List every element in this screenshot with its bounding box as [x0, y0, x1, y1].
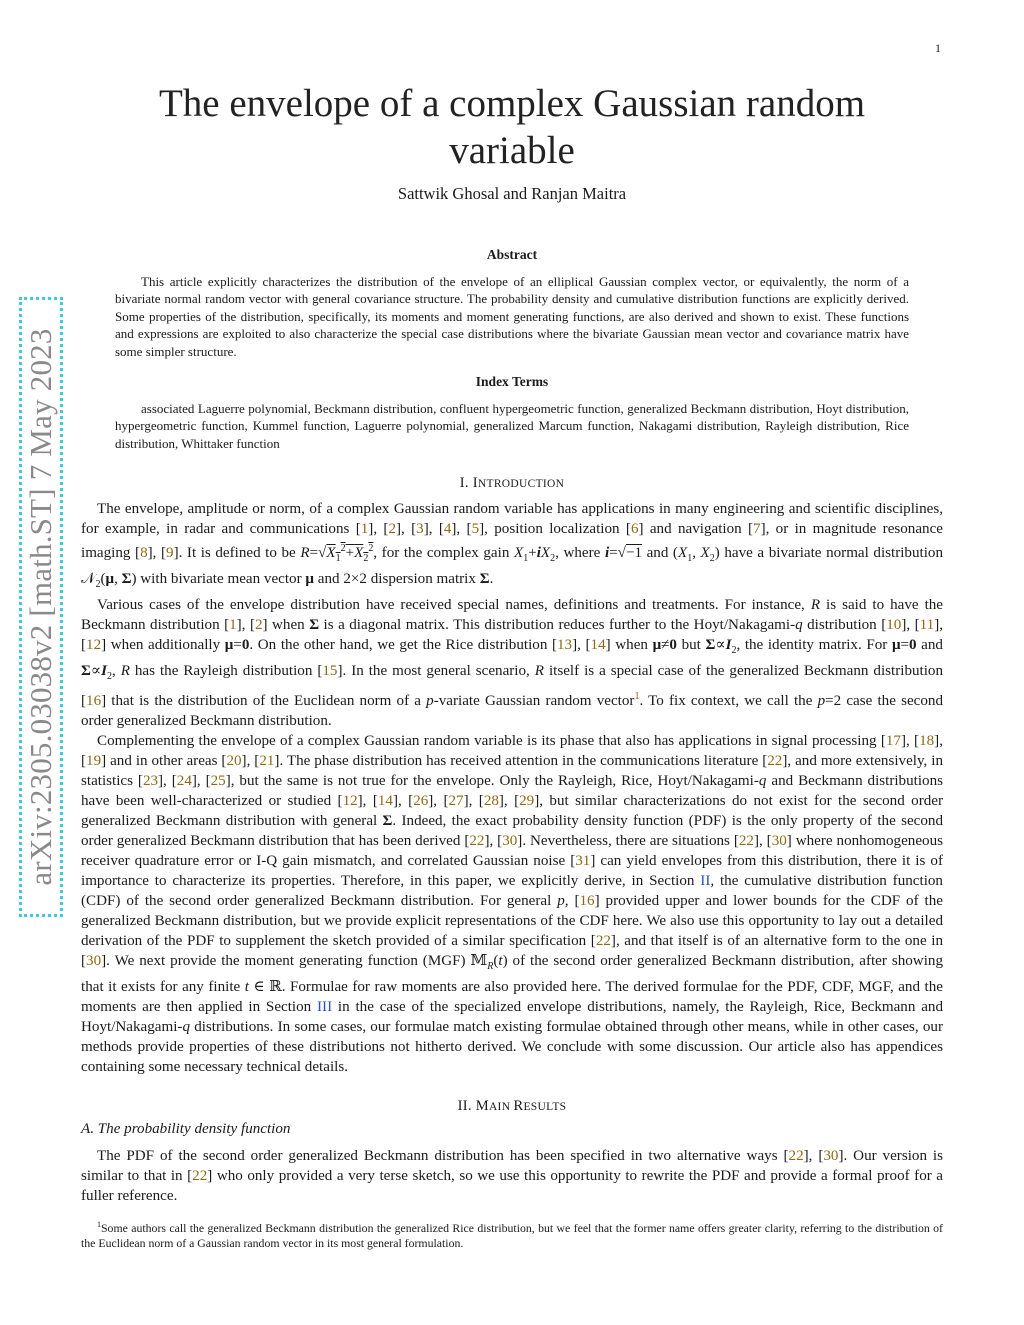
ref-link[interactable]: 12 — [342, 793, 358, 810]
ref-link[interactable]: 15 — [322, 663, 338, 680]
ref-link[interactable]: 22 — [788, 1148, 804, 1164]
ref-link[interactable]: 1 — [229, 617, 237, 634]
ref-link[interactable]: 29 — [519, 793, 535, 810]
footnote-mark: 1 — [97, 1220, 101, 1229]
ref-link[interactable]: 30 — [823, 1148, 839, 1164]
intro-paragraph-1: The envelope, amplitude or norm, of a complex Gaussian random variable has applications in many engineering and scientific disciplines, for example, in radar and communications [1], [2], [3], [4], [5], position localization [6] and navigation [7], or in magnitude resonance imaging [8], [9]. It is defined to be $R=√X_1^2+X_2^2$, for the complex gain $X_1+iX_2$, where i=√−1 and ($X_1$, $X_2$) have a bivariate normal distribution 𝒩$_2$(μ, Σ) with bivariate mean vector μ and 2×2 dispersion matrix Σ. — [81, 501, 944, 591]
ref-link[interactable]: 22 — [595, 933, 611, 950]
ref-link[interactable]: 26 — [413, 793, 429, 810]
paper-title: The envelope of a complex Gaussian random variable — [158, 82, 866, 172]
section-link[interactable]: III — [317, 999, 333, 1016]
index-terms-text: associated Laguerre polynomial, Beckmann distribution, confluent hypergeometric function, generalized Beckmann distribution, Hoyt distribution, hypergeometric function, Kummel function, Laguerre polynomial, generalized Marcum function, Nakagami distribution, Rayleigh distribution, Rice distribution, Whittaker function — [115, 401, 909, 451]
subsection-heading-pdf: A. The probability density function — [81, 1121, 291, 1137]
ref-link[interactable]: 4 — [443, 521, 452, 537]
ref-link[interactable]: 9 — [166, 545, 174, 562]
main-results-body — [81, 1146, 943, 1206]
paper-authors: Sattwik Ghosal and Ranjan Maitra — [397, 184, 627, 203]
ref-link[interactable]: 10 — [886, 617, 902, 634]
ref-link[interactable]: 18 — [919, 733, 935, 750]
intro-paragraph-3: Complementing the envelope of a complex Gaussian random variable is its phase that also has applications in signal processing [17], [18], [19] and in other areas [20], [21]. The phase distribution has received attention in the communications literature [22], and more extensively, in statistics [23], [24], [25], but the same is not true for the envelope. Only the Rayleigh, Rice, Hoyt/Nakagami-q and Beckmann distributions have been well-characterized or studied [12], [14], [26], [27], [28], [29], but similar characterizations do not exist for the second order generalized Beckmann distribution with general Σ. Indeed, the exact probability density function (PDF) is the only property of the second order generalized Beckmann distribution that has been derived [22], [30]. Nevertheless, there are situations [22], [30] where nonhomogeneous receiver quadrature error or I-Q gain mismatch, and correlated Gaussian noise [31] can yield envelopes from this distribution, there it is of importance to characterize its properties. Therefore, in this paper, we explicitly derive, in Section II, the cumulative distribution function (CDF) of the second order generalized Beckmann distribution. For general p, [16] provided upper and lower bounds for the CDF of the generalized Beckmann distribution, but we provide explicit representations of the CDF here. We also use this opportunity to lay out a detailed derivation of the PDF to supplement the sketch provided of a similar specification [22], and that itself is of an alternative form to the one in [30]. We next provide the moment generating function (MGF) 𝕄$_R$(t) of the second order generalized Beckmann distribution, after showing that it exists for any finite t ∈ ℝ. Formulae for raw moments are also provided here. The derived formulae for the PDF, CDF, MGF, and the moments are then applied in Section III in the case of the specialized envelope distributions, namely, the Rayleigh, Rice, Beckmann and Hoyt/Nakagami-q distributions. In some cases, our formulae match existing formulae obtained through other means, while in other cases, our methods provide properties of these distributions not hitherto derived. We conclude with some discussion. Our article also has appendices containing some necessary technical details. — [81, 733, 944, 1076]
ref-link[interactable]: 11 — [919, 617, 935, 634]
ref-link[interactable]: 22 — [767, 753, 783, 770]
intro-paragraph-2: Various cases of the envelope distribution have received special names, definitions and treatments. For instance, R is said to have the Beckmann distribution [1], [2] when Σ is a diagonal matrix. This distribution reduces further to the Hoyt/Nakagami-q distribution [10], [11], [12] when additionally μ=0. On the other hand, we get the Rice distribution [13], [14] when μ≠0 but $\Sigma\propto I_2$, the identity matrix. For μ=0 and $\Sigma\propto I_2$, R has the Rayleigh distribution [15]. In the most general scenario, R itself is a special case of the generalized Beckmann distribution [16] that is the distribution of the Euclidean norm of a p-variate Gaussian random vector$^1$. To fix context, we call the p=2 case the second order generalized Beckmann distribution. — [81, 597, 944, 730]
ref-link[interactable]: 27 — [448, 793, 464, 810]
ref-link[interactable]: 16 — [86, 693, 102, 710]
ref-link[interactable]: 28 — [483, 793, 499, 810]
abstract-text: This article explicitly characterizes the distribution of the envelope of an elliplical Gaussian complex vector, or equivalently, the norm of a bivariate normal random vector with general covariance structure. The probability density and cumulative distribution functions are explicitly derived. Some properties of the distribution, specifically, its moments and moment generating functions, are also derived and shown to exist. These functions and expressions are exploited to also characterize the special case distributions where the bivariate Gaussian mean vector and covariance matrix have some simpler structure. — [115, 274, 909, 359]
abstract-heading: Abstract — [486, 247, 538, 262]
section-heading-main-results: II. MAIN RESULTS — [457, 1098, 567, 1114]
ref-link[interactable]: 22 — [469, 833, 485, 850]
pdf-paragraph: The PDF of the second order generalized Beckmann distribution has been specified in two alternative ways [22], [30]. Our version is similar to that in [22] who only provided a very terse sketch, so we use this opportunity to rewrite the PDF and provide a formal proof for a fuller reference. — [81, 1148, 943, 1204]
ref-link[interactable]: 8 — [140, 545, 148, 562]
ref-link[interactable]: 5 — [471, 521, 480, 537]
ref-link[interactable]: 13 — [557, 637, 573, 654]
arxiv-sidebar-label: arXiv:2305.03038v2 [math.ST] 7 May 2023 — [23, 328, 58, 886]
ref-link[interactable]: 22 — [192, 1168, 208, 1184]
introduction-body — [81, 499, 943, 1077]
footnote — [81, 1217, 943, 1252]
ref-link[interactable]: 16 — [579, 893, 595, 910]
ref-link[interactable]: 30 — [502, 833, 518, 850]
ref-link[interactable]: 21 — [259, 753, 275, 770]
footnote-text: Some authors call the generalized Beckmann distribution the generalized Rice distribution, but we feel that the former name offers greater clarity, referring to the distribution of the Euclidean norm of a Gaussian random vector in its most general formulation. — [81, 1220, 943, 1251]
ref-link[interactable]: 23 — [142, 773, 159, 790]
ref-link[interactable]: 14 — [590, 637, 606, 654]
ref-link[interactable]: 17 — [885, 733, 901, 750]
ref-link[interactable]: 2 — [254, 617, 263, 634]
ref-link[interactable]: 24 — [176, 773, 192, 790]
ref-link[interactable]: 30 — [86, 953, 102, 970]
ref-link[interactable]: 12 — [86, 637, 102, 654]
section-link[interactable]: II — [700, 873, 711, 890]
section-heading-introduction: I. INTRODUCTION — [459, 475, 565, 491]
ref-link[interactable]: 6 — [630, 521, 639, 537]
ref-link[interactable]: 1 — [360, 521, 369, 537]
index-terms-heading: Index Terms — [475, 374, 549, 389]
ref-link[interactable]: 22 — [738, 833, 754, 850]
ref-link[interactable]: 20 — [226, 753, 242, 770]
ref-link[interactable]: 31 — [575, 853, 591, 870]
ref-link[interactable]: 30 — [771, 833, 787, 850]
ref-link[interactable]: 3 — [416, 521, 424, 537]
ref-link[interactable]: 14 — [377, 793, 393, 810]
ref-link[interactable]: 25 — [210, 773, 226, 790]
page-number: 1 — [935, 41, 941, 55]
ref-link[interactable]: 2 — [388, 521, 396, 537]
ref-link[interactable]: 19 — [86, 753, 102, 770]
ref-link[interactable]: 7 — [753, 521, 761, 537]
